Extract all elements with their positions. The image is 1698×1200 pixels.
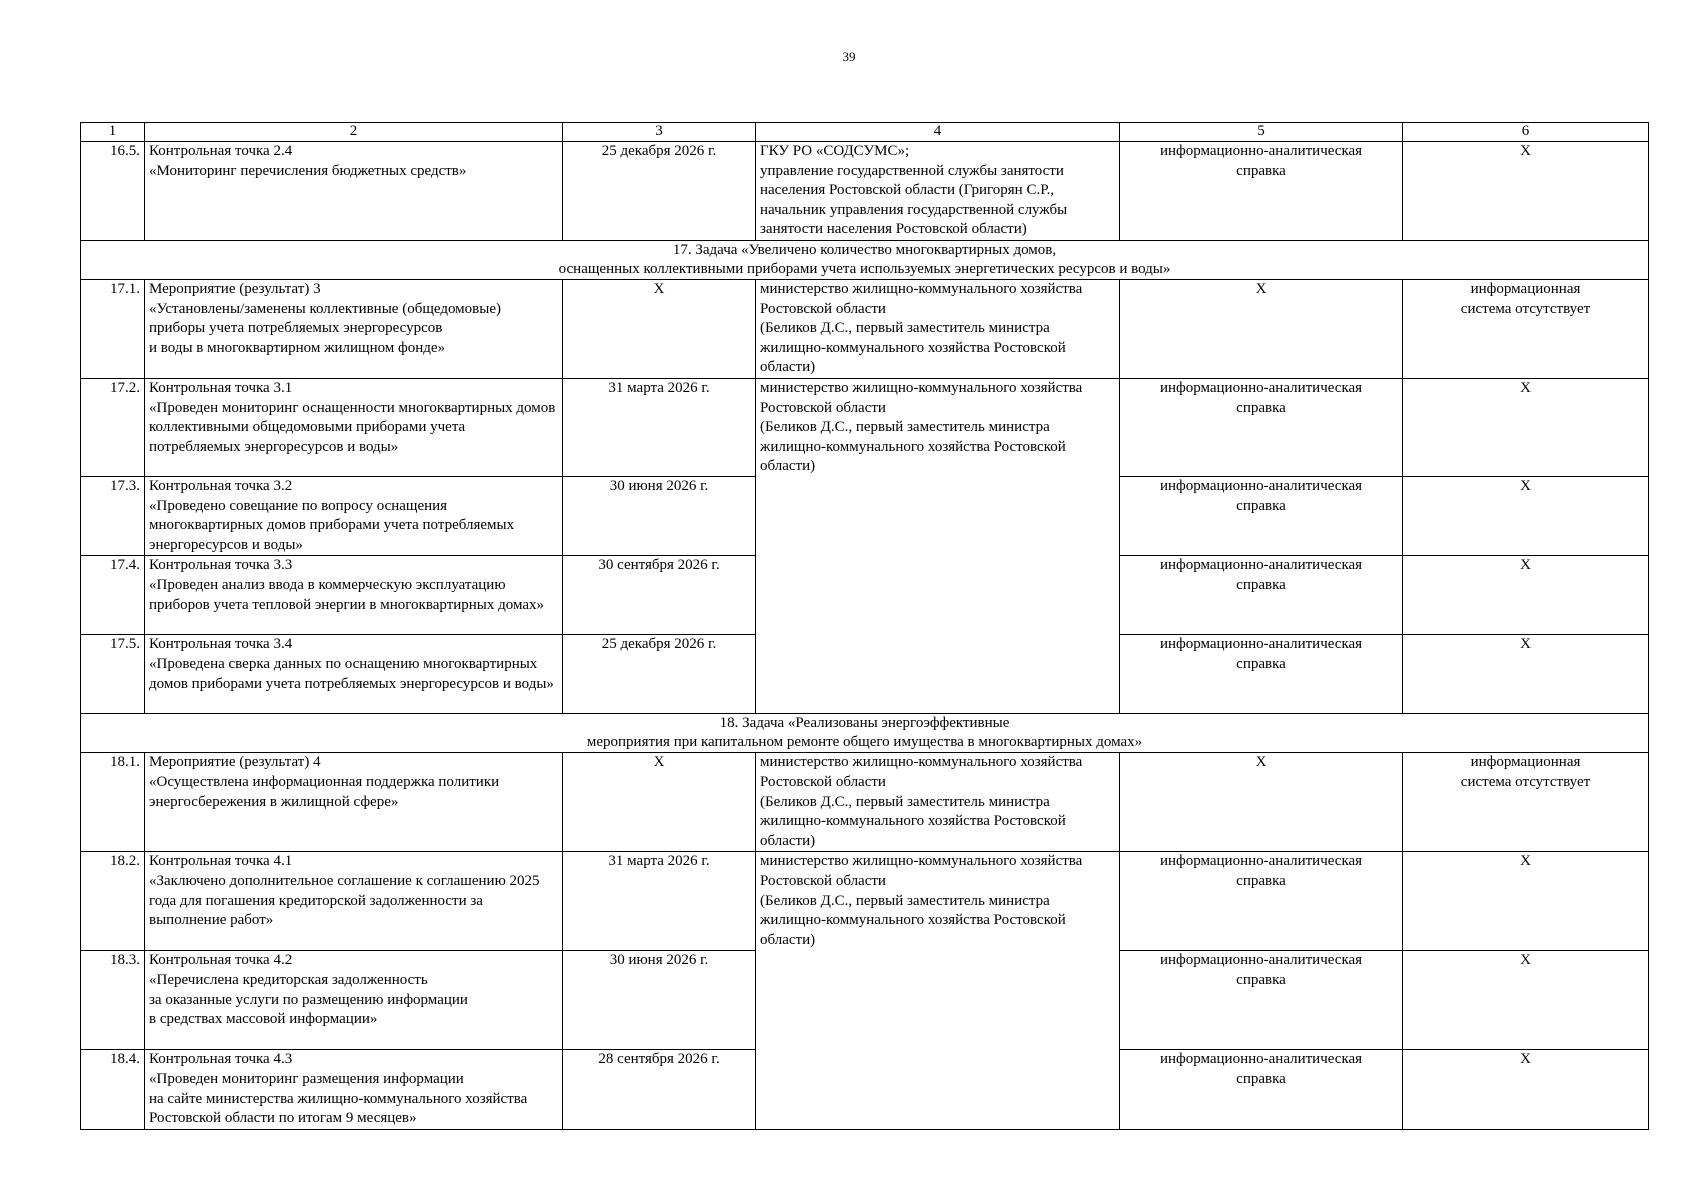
column-header: 2 [145, 123, 563, 142]
row-document: информационно-аналитическая справка [1120, 635, 1403, 714]
column-header: 6 [1403, 123, 1649, 142]
row-date: X [563, 753, 756, 852]
row-date: X [563, 279, 756, 378]
row-number: 18.4. [81, 1050, 145, 1130]
row-system: X [1403, 951, 1649, 1050]
table-row [81, 279, 1649, 378]
row-date: 25 декабря 2026 г. [563, 635, 756, 714]
row-number: 17.2. [81, 378, 145, 476]
row-document: информационно-аналитическая справка [1120, 378, 1403, 476]
row-date: 31 марта 2026 г. [563, 378, 756, 476]
task-heading: 17. Задача «Увеличено количество многоквартирных домов, оснащенных коллективными приборами учета используемых энергетических ресурсов и воды» [81, 240, 1649, 279]
row-date: 30 сентября 2026 г. [563, 556, 756, 635]
row-system: X [1403, 476, 1649, 555]
row-system: информационная система отсутствует [1403, 753, 1649, 852]
row-document: информационно-аналитическая справка [1120, 951, 1403, 1050]
row-system: X [1403, 635, 1649, 714]
row-date: 30 июня 2026 г. [563, 951, 756, 1050]
row-responsible: министерство жилищно-коммунального хозяйства Ростовской области (Беликов Д.С., первый заместитель министра жилищно-коммунального хозяйства Ростовской области) [756, 852, 1120, 1130]
row-system: X [1403, 142, 1649, 241]
row-document: информационно-аналитическая справка [1120, 556, 1403, 635]
row-system: X [1403, 1050, 1649, 1130]
task-row [81, 714, 1649, 753]
task-row [81, 240, 1649, 279]
column-header: 5 [1120, 123, 1403, 142]
page-number: 39 [842, 49, 856, 64]
task-heading: 18. Задача «Реализованы энергоэффективные мероприятия при капитальном ремонте общего имущества в многоквартирных домах» [81, 714, 1649, 753]
table-row [81, 852, 1649, 951]
column-header: 3 [563, 123, 756, 142]
row-number: 18.3. [81, 951, 145, 1050]
row-date: 28 сентября 2026 г. [563, 1050, 756, 1130]
row-name: Контрольная точка 3.2 «Проведено совещание по вопросу оснащения многоквартирных домов приборами учета потребляемых энергоресурсов и воды» [145, 476, 563, 555]
row-responsible: министерство жилищно-коммунального хозяйства Ростовской области (Беликов Д.С., первый заместитель министра жилищно-коммунального хозяйства Ростовской области) [756, 378, 1120, 713]
row-name: Контрольная точка 4.2 «Перечислена кредиторская задолженность за оказанные услуги по размещению информации в средствах массовой информации» [145, 951, 563, 1050]
row-date: 30 июня 2026 г. [563, 476, 756, 555]
row-system: информационная система отсутствует [1403, 279, 1649, 378]
row-responsible: ГКУ РО «СОДСУМС»; управление государственной службы занятости населения Ростовской области (Григорян С.Р., начальник управления государственной службы занятости населения Ростовской области) [756, 142, 1120, 241]
row-name: Контрольная точка 3.4 «Проведена сверка данных по оснащению многоквартирных домов приборами учета потребляемых энергоресурсов и воды» [145, 635, 563, 714]
row-number: 17.3. [81, 476, 145, 555]
row-name: Контрольная точка 4.1 «Заключено дополнительное соглашение к соглашению 2025 года для погашения кредиторской задолженности за выполнение работ» [145, 852, 563, 951]
row-system: X [1403, 556, 1649, 635]
row-number: 17.4. [81, 556, 145, 635]
table-row [81, 142, 1649, 241]
row-responsible: министерство жилищно-коммунального хозяйства Ростовской области (Беликов Д.С., первый заместитель министра жилищно-коммунального хозяйства Ростовской области) [756, 753, 1120, 852]
table-row [81, 378, 1649, 476]
row-responsible: министерство жилищно-коммунального хозяйства Ростовской области (Беликов Д.С., первый заместитель министра жилищно-коммунального хозяйства Ростовской области) [756, 279, 1120, 378]
row-number: 17.5. [81, 635, 145, 714]
row-date: 31 марта 2026 г. [563, 852, 756, 951]
row-system: X [1403, 852, 1649, 951]
row-number: 18.2. [81, 852, 145, 951]
row-document: информационно-аналитическая справка [1120, 476, 1403, 555]
column-header: 4 [756, 123, 1120, 142]
row-name: Контрольная точка 3.1 «Проведен мониторинг оснащенности многоквартирных домов коллективными общедомовыми приборами учета потребляемых энергоресурсов и воды» [145, 378, 563, 476]
row-number: 18.1. [81, 753, 145, 852]
row-name: Мероприятие (результат) 4 «Осуществлена информационная поддержка политики энергосбережения в жилищной сфере» [145, 753, 563, 852]
table-header-row [81, 123, 1649, 142]
row-name: Контрольная точка 3.3 «Проведен анализ ввода в коммерческую эксплуатацию приборов учета тепловой энергии в многоквартирных домах» [145, 556, 563, 635]
row-document: информационно-аналитическая справка [1120, 852, 1403, 951]
plan-table [80, 122, 1649, 1130]
table-row [81, 753, 1649, 852]
row-date: 25 декабря 2026 г. [563, 142, 756, 241]
column-header: 1 [81, 123, 145, 142]
row-document: информационно-аналитическая справка [1120, 1050, 1403, 1130]
row-document: X [1120, 753, 1403, 852]
row-document: X [1120, 279, 1403, 378]
row-number: 17.1. [81, 279, 145, 378]
row-document: информационно-аналитическая справка [1120, 142, 1403, 241]
row-name: Контрольная точка 4.3 «Проведен мониторинг размещения информации на сайте министерства жилищно-коммунального хозяйства Ростовской области по итогам 9 месяцев» [145, 1050, 563, 1130]
row-system: X [1403, 378, 1649, 476]
row-name: Контрольная точка 2.4 «Мониторинг перечисления бюджетных средств» [145, 142, 563, 241]
row-name: Мероприятие (результат) 3 «Установлены/заменены коллективные (общедомовые) приборы учета потребляемых энергоресурсов и воды в многоквартирном жилищном фонде» [145, 279, 563, 378]
row-number: 16.5. [81, 142, 145, 241]
